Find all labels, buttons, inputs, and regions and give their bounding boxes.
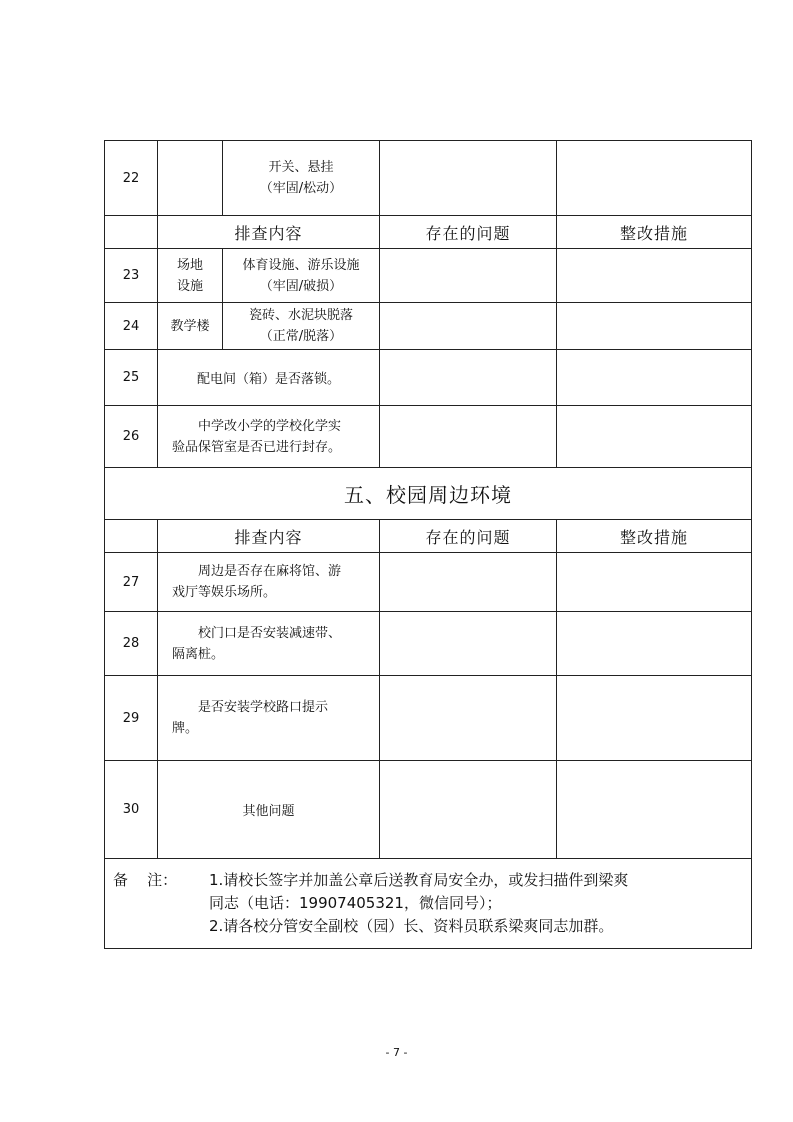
note-label: 备 注： bbox=[113, 871, 178, 889]
problems-cell[interactable] bbox=[380, 141, 557, 216]
section-title: 五、校园周边环境 bbox=[105, 468, 752, 520]
note-line-2: 同志（电话：19907405321，微信同号）； bbox=[209, 894, 502, 912]
problems-cell[interactable] bbox=[380, 406, 557, 468]
item-line: 戏厅等娱乐场所。 bbox=[172, 585, 277, 600]
item-cell bbox=[158, 676, 380, 761]
table-row bbox=[105, 249, 752, 303]
item-line: 隔离桩。 bbox=[172, 646, 225, 662]
problems-cell[interactable] bbox=[380, 249, 557, 303]
item-line: 体育设施、游乐设施 bbox=[242, 257, 360, 273]
problems-cell[interactable] bbox=[380, 553, 557, 612]
page-number: - 7 - bbox=[385, 1046, 408, 1059]
measures-cell[interactable] bbox=[557, 612, 752, 676]
row-number: 27 bbox=[105, 553, 158, 612]
item-cell bbox=[223, 303, 380, 350]
header-measures: 整改措施 bbox=[557, 520, 752, 553]
measures-cell[interactable] bbox=[557, 141, 752, 216]
item-line: 是否安装学校路口提示 bbox=[198, 700, 329, 715]
item-cell bbox=[158, 406, 380, 468]
note-line-1: 1.请校长签字并加盖公章后送教育局安全办，或发扫描件到梁爽 bbox=[209, 871, 629, 889]
header-measures: 整改措施 bbox=[557, 216, 752, 249]
section-row bbox=[105, 468, 752, 520]
measures-cell[interactable] bbox=[557, 676, 752, 761]
category-line: 设施 bbox=[176, 278, 203, 294]
row-number: 29 bbox=[105, 676, 158, 761]
table-row bbox=[105, 350, 752, 406]
category-line: 场地 bbox=[176, 257, 203, 273]
row-number: 22 bbox=[105, 141, 158, 216]
table-row bbox=[105, 406, 752, 468]
note-first-line bbox=[113, 869, 743, 892]
header-row bbox=[105, 216, 752, 249]
row-number: 24 bbox=[105, 303, 158, 350]
table-row bbox=[105, 676, 752, 761]
measures-cell[interactable] bbox=[557, 406, 752, 468]
item-cell: 配电间（箱）是否落锁。 bbox=[158, 350, 380, 406]
measures-cell[interactable] bbox=[557, 761, 752, 859]
item-line: 瓷砖、水泥块脱落 bbox=[248, 308, 353, 323]
table-row bbox=[105, 612, 752, 676]
problems-cell[interactable] bbox=[380, 612, 557, 676]
row-number: 30 bbox=[105, 761, 158, 859]
item-line: （牢固/松动） bbox=[259, 181, 343, 196]
row-number: 28 bbox=[105, 612, 158, 676]
measures-cell[interactable] bbox=[557, 303, 752, 350]
item-line: 牌。 bbox=[172, 721, 199, 736]
row-number: 25 bbox=[105, 350, 158, 406]
item-line: 开关、悬挂 bbox=[268, 160, 334, 175]
problems-cell[interactable] bbox=[380, 761, 557, 859]
table-row bbox=[105, 553, 752, 612]
item-cell: 其他问题 bbox=[158, 761, 380, 859]
item-line: 周边是否存在麻将馆、游 bbox=[198, 564, 342, 579]
header-row bbox=[105, 520, 752, 553]
item-cell bbox=[158, 612, 380, 676]
note-cell bbox=[105, 859, 752, 949]
item-line: 验品保管室是否已进行封存。 bbox=[172, 439, 342, 455]
category-cell bbox=[158, 141, 223, 216]
item-line: （牢固/破损） bbox=[259, 278, 343, 294]
item-cell bbox=[223, 249, 380, 303]
item-line: 中学改小学的学校化学实 bbox=[198, 418, 342, 434]
note-line-3: 2.请各校分管安全副校（园）长、资料员联系梁爽同志加群。 bbox=[209, 917, 614, 935]
header-content: 排查内容 bbox=[158, 520, 380, 553]
item-cell bbox=[158, 553, 380, 612]
header-problems: 存在的问题 bbox=[380, 216, 557, 249]
note-row bbox=[105, 859, 752, 949]
category-cell: 教学楼 bbox=[158, 303, 223, 350]
header-blank bbox=[105, 216, 158, 249]
header-blank bbox=[105, 520, 158, 553]
problems-cell[interactable] bbox=[380, 303, 557, 350]
measures-cell[interactable] bbox=[557, 350, 752, 406]
table-row bbox=[105, 303, 752, 350]
problems-cell[interactable] bbox=[380, 350, 557, 406]
table-row bbox=[105, 761, 752, 859]
category-cell bbox=[158, 249, 223, 303]
item-line: 校门口是否安装减速带、 bbox=[198, 625, 342, 641]
item-cell bbox=[223, 141, 380, 216]
problems-cell[interactable] bbox=[380, 676, 557, 761]
table-row bbox=[105, 141, 752, 216]
row-number: 23 bbox=[105, 249, 158, 303]
header-problems: 存在的问题 bbox=[380, 520, 557, 553]
inspection-table bbox=[104, 140, 752, 949]
item-line: （正常/脱落） bbox=[259, 329, 343, 344]
header-content: 排查内容 bbox=[158, 216, 380, 249]
measures-cell[interactable] bbox=[557, 249, 752, 303]
row-number: 26 bbox=[105, 406, 158, 468]
measures-cell[interactable] bbox=[557, 553, 752, 612]
